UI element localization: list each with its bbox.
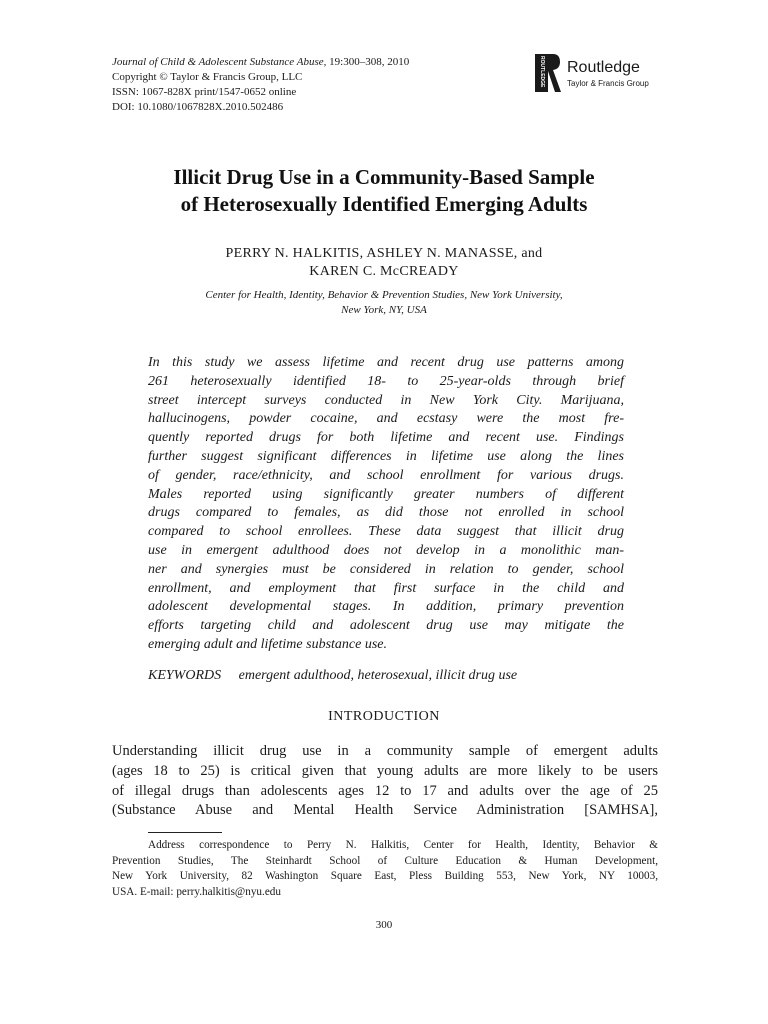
body-line: (Substance Abuse and Mental Health Service Administration [SAMHSA], [112, 802, 658, 819]
body-paragraph [112, 742, 658, 821]
abstract-line: efforts targeting child and adolescent drug use may mitigate the [148, 618, 624, 634]
publisher-subtitle: Taylor & Francis Group [567, 79, 649, 88]
issn-line: ISSN: 1067-828X print/1547-0652 online [112, 86, 297, 98]
abstract-line: adolescent developmental stages. In addition, primary prevention [148, 599, 624, 615]
title-line: of Heterosexually Identified Emerging Adults [180, 192, 588, 216]
footnote-line: New York University, 82 Washington Square East, Pless Building 553, New York, NY 10003, [112, 870, 658, 883]
abstract-line: further suggest significant differences in lifetime use along the lines [148, 448, 624, 464]
abstract-line: 261 heterosexually identified 18- to 25-year-olds through brief [148, 373, 624, 389]
footnote-divider [148, 832, 222, 833]
abstract-line: quently reported drugs for both lifetime and recent use. Findings [148, 430, 624, 446]
logo-vertical-text: ROUTLEDGE [539, 56, 545, 88]
abstract-line: enrollment, and employment that first surface in the child and [148, 580, 624, 596]
section-heading: INTRODUCTION [328, 709, 440, 724]
authors [110, 245, 658, 281]
abstract [148, 354, 624, 655]
abstract-line: of gender, race/ethnicity, and school enrollment for various drugs. [148, 467, 624, 483]
abstract-line: compared to school enrollees. These data suggest that illicit drug [148, 524, 624, 540]
article-title [110, 164, 658, 218]
authors-line: PERRY N. HALKITIS, ASHLEY N. MANASSE, and [225, 246, 543, 261]
title-line: Illicit Drug Use in a Community-Based Sample [173, 165, 595, 189]
citation-block [112, 55, 512, 115]
journal-name: Journal of Child & Adolescent Substance Abuse, [112, 56, 327, 68]
footnote-line: USA. E-mail: perry.halkitis@nyu.edu [112, 885, 281, 898]
publisher-logo [535, 54, 675, 94]
keywords [148, 667, 624, 685]
copyright-line: Copyright © Taylor & Francis Group, LLC [112, 71, 303, 83]
abstract-line: In this study we assess lifetime and recent drug use patterns among [148, 355, 624, 370]
journal-volume: 19:300–308, 2010 [326, 56, 410, 68]
keywords-text: emergent adulthood, heterosexual, illicit drug use [238, 668, 518, 683]
affiliation [110, 288, 658, 318]
abstract-line: Males reported using significantly greater numbers of different [148, 486, 624, 502]
page-number: 300 [375, 919, 393, 931]
abstract-line: emerging adult and lifetime substance use. [148, 636, 387, 652]
footnote [112, 838, 658, 900]
journal-citation [112, 55, 512, 70]
authors-line: KAREN C. McCREADY [309, 264, 459, 279]
body-line: (ages 18 to 25) is critical given that young adults are more likely to be users [112, 762, 658, 779]
doi-line: DOI: 10.1080/1067828X.2010.502486 [112, 101, 284, 113]
footnote-line: Prevention Studies, The Steinhardt School of Culture Education & Human Development, [112, 854, 658, 867]
publisher-brand: Routledge [567, 59, 640, 76]
body-line: of illegal drugs than adolescents ages 12 to 17 and adults over the age of 25 [112, 782, 658, 799]
affiliation-line: New York, NY, USA [341, 304, 427, 316]
footnote-line: Address correspondence to Perry N. Halkitis, Center for Health, Identity, Behavior & [148, 839, 658, 851]
affiliation-line: Center for Health, Identity, Behavior & Prevention Studies, New York University, [205, 289, 563, 301]
body-line: Understanding illicit drug use in a community sample of emergent adults [112, 743, 658, 759]
abstract-line: drugs compared to females, as did those not enrolled in school [148, 505, 624, 521]
abstract-line: street intercept surveys conducted in New York City. Marijuana, [148, 392, 624, 408]
abstract-line: hallucinogens, powder cocaine, and ecstasy were the most fre- [148, 411, 624, 427]
keywords-label: KEYWORDS [148, 668, 222, 683]
abstract-line: use in emergent adulthood does not develop in a monolithic man- [148, 542, 624, 558]
abstract-line: ner and synergies must be considered in relation to gender, school [148, 561, 624, 577]
